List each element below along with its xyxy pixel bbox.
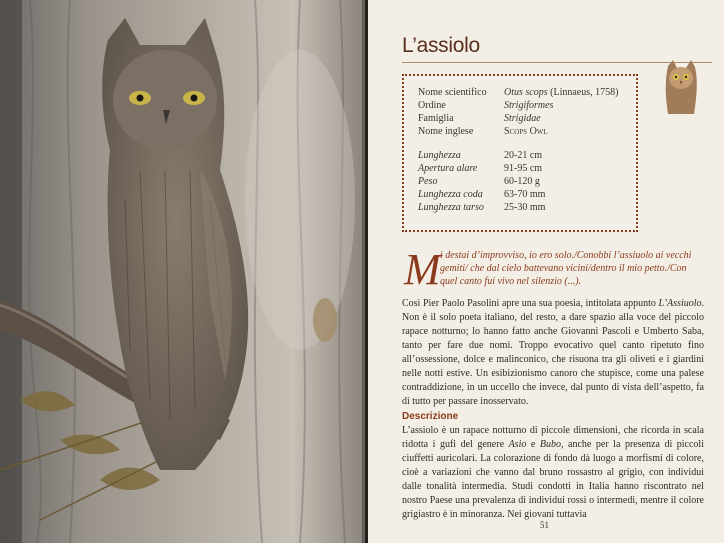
fact-label: Nome scientifico [418, 87, 487, 98]
fact-value: Strigiformes [504, 100, 554, 111]
fact-label: Lunghezza coda [418, 189, 483, 200]
poem-quote: i destai d’improvviso, io ero solo./Conobbi l’assiuolo ai vecchi gemiti/ che dal cielo battevano vicini/dentro il mio petto./Con quel canto fui vivo nel silenzio (...). [440, 250, 692, 287]
description-paragraph: L’assiolo è un rapace notturno di piccole dimensioni, che ricorda in scala ridotta i gufi del genere Asio e Bubo, anche per la presenza di piccoli ciuffetti auricolari. La colorazione di fondo dà luogo a morfismi di colore, cioè a variazioni che vanno dal bruno rossastro al grigio, con individui dalle tonalità intermedia. Studi condotti in Italia hanno riscontrato nel nostro Paese una prevalenza di individui rossi o intermedi, mentre il colore grigiastro è in minoranza. Nei giovani tuttavia [402, 425, 704, 520]
fact-row-scientific-name [418, 86, 636, 99]
fact-label: Lunghezza [418, 150, 461, 161]
fact-value: Otus scops (Linnaeus, 1758) [504, 87, 619, 98]
fact-row-wingspan [418, 162, 636, 175]
owl-thumbnail-icon [664, 60, 698, 114]
fact-value: 20-21 cm [504, 150, 543, 161]
fact-value: 25-30 mm [504, 202, 546, 213]
fact-row-tarsus-length [418, 201, 636, 214]
fact-value: Strigidae [504, 113, 541, 124]
fact-label: Apertura alare [418, 163, 478, 174]
fact-label: Famiglia [418, 113, 454, 124]
page-number: 51 [540, 520, 549, 530]
fact-value: Scops Owl [504, 126, 548, 137]
fact-row-english-name [418, 125, 636, 138]
intro-paragraph: Così Pier Paolo Pasolini apre una sua poesia, intitolata appunto L’Assiuolo. Non è il solo poeta italiano, del resto, a dare spazio alla voce del piccolo rapace notturno; lo hanno fatto anche Giovanni Pascoli e Umberto Saba, tanto per fare due nomi. Troppo evocativo quel canto ripetuto fino all’ossessione, dolce e malinconico, che risuona tra gli oliveti e i giardini nelle notti estive. Un esibizionismo canoro che stupisce, come una palese contraddizione, in un uccello che invece, dal punto di vista dell’aspetto, fa di tutto per passare inosservato. [402, 298, 704, 407]
quote-dropcap: M [404, 245, 441, 294]
species-fact-box [402, 74, 638, 232]
fact-row-order [418, 99, 636, 112]
fact-value: 63-70 mm [504, 189, 546, 200]
fact-row-tail-length [418, 188, 636, 201]
fact-label: Lunghezza tarso [418, 202, 484, 213]
fact-value: 60-120 g [504, 176, 540, 187]
fact-row-length [418, 149, 636, 162]
fact-value: 91-95 cm [504, 163, 543, 174]
page-title: L’assiolo [402, 34, 480, 57]
section-heading-description: Descrizione [402, 411, 459, 422]
fact-label: Peso [418, 176, 438, 187]
fact-row-family [418, 112, 636, 125]
text-page [368, 0, 724, 543]
fact-label: Nome inglese [418, 126, 474, 137]
fact-row-weight [418, 175, 636, 188]
fact-label: Ordine [418, 100, 446, 111]
